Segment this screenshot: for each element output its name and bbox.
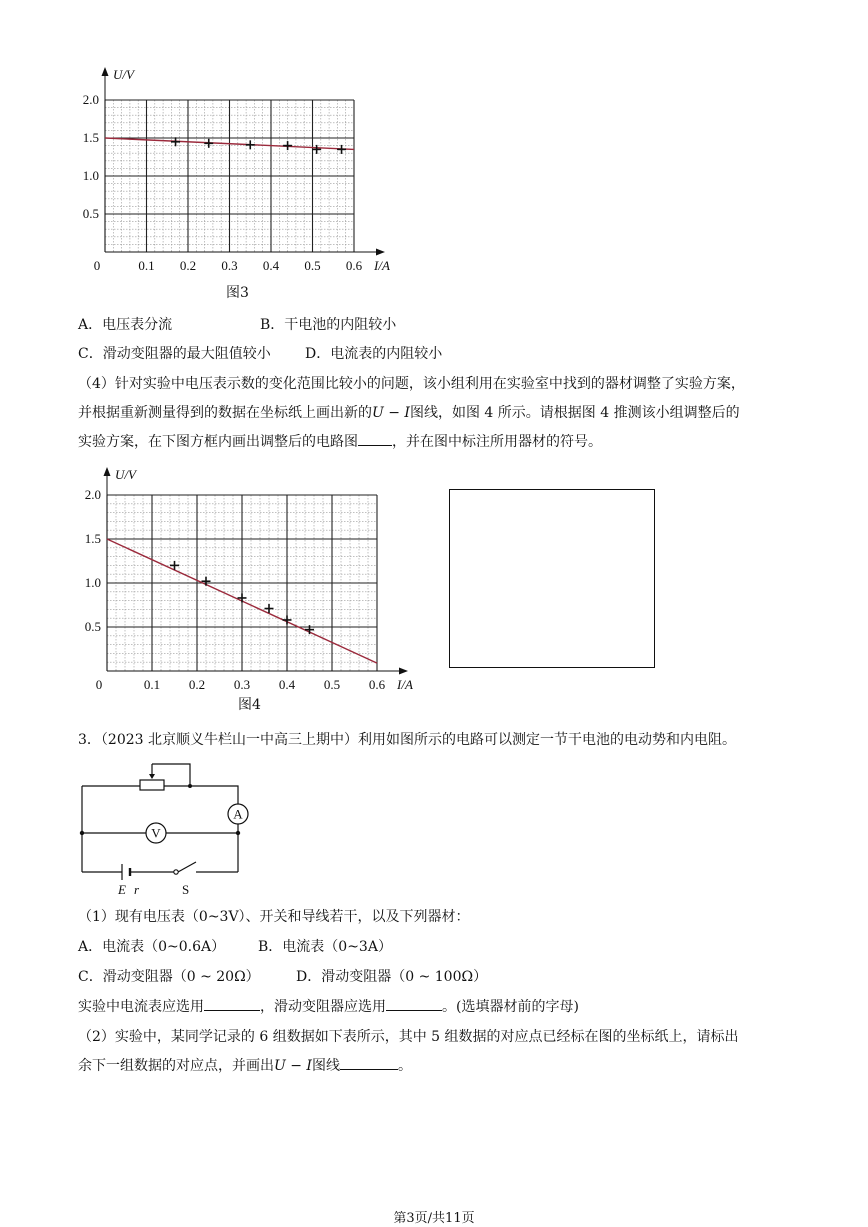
ammeter-label: A <box>233 806 243 822</box>
data-point <box>204 139 213 148</box>
y-axis-arrow <box>102 67 109 76</box>
q3-part1-question: 实验中电流表应选用 ，滑动变阻器应选用 。(选填器材前的字母) <box>78 996 579 1016</box>
q3-option-a: A．电流表（0~0.6A） <box>78 939 226 955</box>
x-axis-label: I/A <box>397 677 413 692</box>
figure-3-caption: 图3 <box>226 285 249 301</box>
y-axis-label: U/V <box>115 467 136 482</box>
data-point <box>283 141 292 150</box>
figure-4-graph <box>78 462 428 694</box>
ui-graph-blank[interactable] <box>340 1055 398 1070</box>
data-point <box>312 145 321 154</box>
switch-label: S <box>182 882 190 897</box>
q3-part2-line2: 余下一组数据的对应点，并画出U − I图线 。 <box>78 1055 412 1075</box>
circuit-drawing-box[interactable] <box>449 489 655 668</box>
x-tick-label: 0.2 <box>188 677 206 692</box>
internal-resistance-label: r <box>134 882 140 897</box>
ammeter-choice-blank[interactable] <box>204 996 260 1011</box>
q4-text-line2: 并根据重新测量得到的数据在坐标纸上画出新的U − I图线，如图 4 所示。请根据图 4 推测该小组调整后的 <box>78 405 740 421</box>
option-b: B．干电池的内阻较小 <box>260 317 397 333</box>
y-tick-label: 1.5 <box>84 531 101 546</box>
q3-part1-text: （1）现有电压表（0~3V）、开关和导线若干，以及下列器材： <box>78 909 470 925</box>
figure-3-graph <box>78 62 408 282</box>
data-point <box>202 577 211 586</box>
circuit-diagram <box>78 752 258 902</box>
option-c: C．滑动变阻器的最大阻值较小 <box>78 346 271 362</box>
y-tick-label: 0.5 <box>84 619 101 634</box>
grid <box>105 100 354 252</box>
emf-label: E <box>118 882 126 897</box>
q3-header: 3．（2023 北京顺义牛栏山一中高三上期中）利用如图所示的电路可以测定一节干电池的电动势和内电阻。 <box>78 732 736 748</box>
option-d: D．电流表的内阻较小 <box>305 346 443 362</box>
x-tick-label: 0.3 <box>233 677 251 692</box>
page-footer: 第3页/共11页 <box>393 1211 475 1226</box>
y-axis-label: U/V <box>113 67 134 82</box>
data-point <box>246 140 255 149</box>
y-tick-label: 1.0 <box>82 168 99 183</box>
x-tick-label: 0.4 <box>278 677 296 692</box>
y-tick-label: 2.0 <box>82 92 99 107</box>
x-tick-label: 0.5 <box>323 677 341 692</box>
x-tick-label: 0.1 <box>138 258 155 273</box>
option-a: A．电压表分流 <box>78 317 173 333</box>
y-axis-arrow <box>104 467 111 476</box>
data-point <box>238 593 247 602</box>
origin-label: 0 <box>93 258 101 273</box>
ui-symbol: U − I <box>372 405 410 421</box>
answer-blank[interactable] <box>358 431 392 446</box>
x-tick-label: 0.1 <box>143 677 161 692</box>
y-tick-label: 1.0 <box>84 575 101 590</box>
q4-text-line1: （4）针对实验中电压表示数的变化范围比较小的问题，该小组利用在实验室中找到的器材调整了实验方案， <box>78 376 745 392</box>
q3-option-c: C．滑动变阻器（0 ~ 20Ω） <box>78 969 260 985</box>
x-tick-label: 0.2 <box>179 258 197 273</box>
data-point <box>337 145 346 154</box>
data-point <box>171 137 180 146</box>
q3-option-b: B．电流表（0~3A） <box>258 939 392 955</box>
y-tick-label: 1.5 <box>82 130 99 145</box>
x-tick-label: 0.3 <box>221 258 238 273</box>
x-tick-label: 0.5 <box>304 258 321 273</box>
y-tick-label: 2.0 <box>84 487 101 502</box>
q4-text-line3: 实验方案，在下图方框内画出调整后的电路图 ，并在图中标注所用器材的符号。 <box>78 431 602 451</box>
voltmeter-label: V <box>151 825 161 841</box>
x-axis-arrow <box>399 668 408 675</box>
y-tick-label: 0.5 <box>82 206 99 221</box>
origin-label: 0 <box>95 677 103 692</box>
x-tick-label: 0.4 <box>262 258 280 273</box>
x-axis-arrow <box>376 249 385 256</box>
x-tick-label: 0.6 <box>368 677 386 692</box>
x-tick-label: 0.6 <box>345 258 363 273</box>
rheostat-choice-blank[interactable] <box>386 996 442 1011</box>
q3-part2-line1: （2）实验中，某同学记录的 6 组数据如下表所示，其中 5 组数据的对应点已经标在图的坐标纸上，请标出 <box>78 1029 739 1045</box>
x-axis-label: I/A <box>374 258 390 273</box>
figure-4-caption: 图4 <box>238 697 261 713</box>
q3-option-d: D．滑动变阻器（0 ~ 100Ω） <box>296 969 488 985</box>
